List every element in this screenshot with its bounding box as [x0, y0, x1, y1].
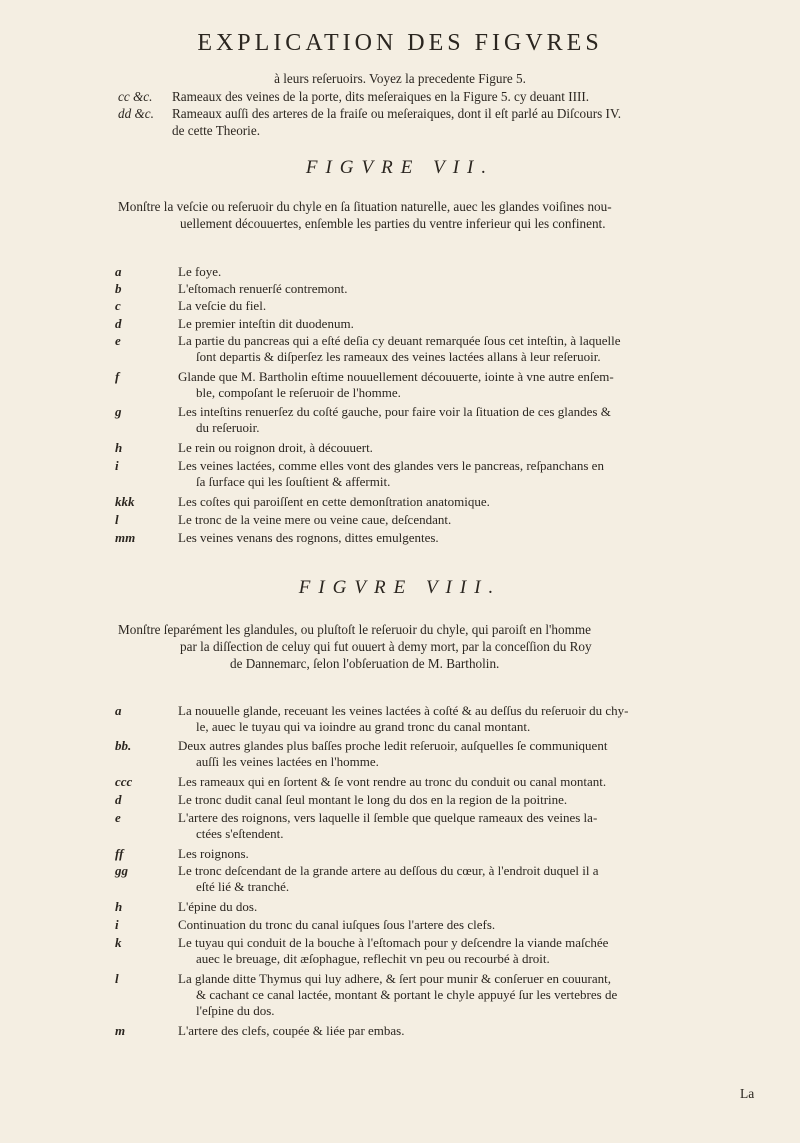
- figure-7-entry-text: Le foye.: [178, 264, 222, 279]
- figure-7-entry-text: Le rein ou roignon droit, à découuert.: [178, 440, 373, 455]
- figure-7-entry-text: Le tronc de la veine mere ou veine caue, deſcendant.: [178, 512, 452, 527]
- figure-8-entry-key: i: [115, 917, 119, 932]
- intro-key-dd: dd &c.: [118, 106, 154, 121]
- figure-8-entry-text: L'artere des clefs, coupée & liée par embas.: [178, 1023, 405, 1038]
- figure-7-title: FIGVRE VII.: [305, 157, 495, 178]
- figure-8-entry-text: La glande ditte Thymus qui luy adhere, & ſert pour munir & conſeruer en couurant,: [178, 971, 611, 986]
- figure-8-entry-text: le, auec le tuyau qui va ioindre au grand tronc du canal montant.: [196, 719, 531, 734]
- figure-8-entry-text: Deux autres glandes plus baſſes proche ledit reſeruoir, auſquelles ſe communiquent: [178, 738, 608, 753]
- figure-8-entry-key: d: [115, 792, 122, 807]
- catchword: La: [740, 1086, 755, 1101]
- figure-8-entry: [115, 792, 678, 808]
- figure-7-entry-text: Les coſtes qui paroiſſent en cette demonſtration anatomique.: [178, 494, 490, 509]
- figure-8-entry-text: Le tronc dudit canal ſeul montant le long du dos en la region de la poitrine.: [178, 792, 568, 807]
- figure-7-entry: [115, 264, 678, 280]
- figure-7-entry-key: c: [115, 298, 121, 313]
- figure-8-desc-line-2: par la diſſection de celuy qui fut ouuert à demy mort, par la conceſſion du Roy: [180, 639, 592, 654]
- figure-8-entry-text: eſté lié & tranché.: [196, 879, 290, 894]
- figure-8-entry-key: m: [115, 1023, 126, 1038]
- figure-8-entry-key: ff: [115, 846, 124, 861]
- figure-8-entry-text: L'épine du dos.: [178, 899, 258, 914]
- figure-7-entry-key: d: [115, 316, 122, 331]
- figure-8-entry-text: Les rameaux qui en ſortent & ſe vont rendre au tronc du conduit ou canal montant.: [178, 774, 607, 789]
- figure-8-desc-line-1: Monſtre ſeparément les glandules, ou pluſtoſt le reſeruoir du chyle, qui paroiſt en l'homme: [118, 622, 591, 637]
- figure-7-entry-key: l: [115, 512, 119, 527]
- figure-8-entry-text: Le tronc deſcendant de la grande artere au deſſous du cœur, à l'endroit duquel il a: [178, 863, 599, 878]
- figure-7-entry-text: ble, compoſant le reſeruoir de l'homme.: [196, 385, 401, 400]
- figure-8-entry: [115, 917, 678, 933]
- figure-7-entry-text: L'eſtomach renuerſé contremont.: [178, 281, 348, 296]
- figure-7-entry-key: b: [115, 281, 122, 296]
- intro-text-dd-cont: de cette Theorie.: [172, 123, 260, 138]
- figure-7-entry-key: i: [115, 458, 119, 473]
- figure-7-entry-key: kkk: [115, 494, 135, 509]
- figure-7-entry-text: Glande que M. Bartholin eſtime nouuellement découuerte, iointe à vne autre enſem-: [178, 369, 614, 384]
- figure-8-entry: [115, 738, 678, 770]
- figure-8-entry-key: h: [115, 899, 123, 914]
- figure-8-entry: [115, 863, 678, 895]
- figure-7-entry: [115, 404, 678, 436]
- figure-8-entry: [115, 971, 678, 1019]
- figure-8-entry-key: bb.: [115, 738, 132, 753]
- figure-8-desc-line-3: de Dannemarc, ſelon l'obſeruation de M. Bartholin.: [230, 656, 500, 671]
- figure-7-entry: [115, 440, 678, 456]
- figure-7-entry-key: mm: [115, 530, 136, 545]
- figure-8-entry-text: Le tuyau qui conduit de la bouche à l'eſtomach pour y deſcendre la viande maſchée: [178, 935, 609, 950]
- figure-7-entry-text: ſont departis & diſperſez les rameaux des veines lactées allans à leur reſeruoir.: [196, 349, 601, 364]
- figure-7-entry: [115, 316, 678, 332]
- figure-7-entry-key: f: [115, 369, 120, 384]
- intro-text-dd: Rameaux auſſi des arteres de la fraiſe ou meſeraiques, dont il eſt parlé au Diſcours IV.: [172, 106, 622, 121]
- figure-7-entry: [115, 298, 678, 314]
- figure-8-entry-key: e: [115, 810, 121, 825]
- figure-8-entry: [115, 774, 678, 790]
- intro-line: à leurs reſeruoirs. Voyez la precedente Figure 5.: [274, 71, 526, 86]
- figure-7-entry: [115, 281, 678, 297]
- figure-8-entry: [115, 935, 678, 967]
- figure-7-desc-line-2: uellement découuertes, enſemble les parties du ventre inferieur qui les confinent.: [180, 216, 606, 231]
- figure-7-entry-key: g: [115, 404, 122, 419]
- figure-8-entry-text: auec le breuage, dit æſophague, reflechit vn peu ou recourbé à droit.: [196, 951, 550, 966]
- figure-7-entry: [115, 369, 678, 401]
- figure-7-entry-text: Le premier inteſtin dit duodenum.: [178, 316, 354, 331]
- figure-7-entry: [115, 333, 678, 365]
- figure-7-entry-key: a: [115, 264, 122, 279]
- figure-8-entry-text: L'artere des roignons, vers laquelle il ſemble que quelque rameaux des veines la-: [178, 810, 598, 825]
- figure-7-entry-text: ſa ſurface qui les ſouſtient & affermit.: [196, 474, 391, 489]
- figure-8-entry-text: ctées s'eſtendent.: [196, 826, 284, 841]
- figure-7-entry-text: La partie du pancreas qui a eſté deſia cy deuant remarquée ſous cet inteſtin, à laquelle: [178, 333, 621, 348]
- figure-7-entry-key: h: [115, 440, 123, 455]
- figure-8-entry: [115, 1023, 678, 1039]
- figure-8-entry: [115, 703, 678, 735]
- figure-8-entry-key: l: [115, 971, 119, 986]
- figure-8-entry-text: & cachant ce canal lactée, montant & portant le chyle appuyé ſur les vertebres de: [196, 987, 618, 1002]
- figure-7-entry-text: du reſeruoir.: [196, 420, 260, 435]
- figure-7-desc-line-1: Monſtre la veſcie ou reſeruoir du chyle en ſa ſituation naturelle, auec les glandes voiſines nou-: [118, 199, 612, 214]
- figure-8-entry: [115, 846, 678, 862]
- figure-7-entry-text: Les veines lactées, comme elles vont des glandes vers le pancreas, reſpanchans en: [178, 458, 604, 473]
- figure-7-entry-text: Les inteſtins renuerſez du coſté gauche, pour faire voir la ſituation de ces glandes &: [178, 404, 611, 419]
- figure-8-entry-text: La nouuelle glande, receuant les veines lactées à coſté & au deſſus du reſeruoir du chy-: [178, 703, 629, 718]
- intro-key-cc: cc &c.: [118, 89, 153, 104]
- figure-8-entry-key: gg: [115, 863, 128, 878]
- figure-8-entry-key: a: [115, 703, 122, 718]
- figure-8-entry: [115, 899, 678, 915]
- figure-7-entry-text: Les veines venans des rognons, dittes emulgentes.: [178, 530, 439, 545]
- figure-7-entry: [115, 458, 678, 490]
- intro-text-cc: Rameaux des veines de la porte, dits meſeraiques en la Figure 5. cy deuant IIII.: [172, 89, 590, 104]
- figure-8-entry-key: k: [115, 935, 122, 950]
- figure-7-entry-text: La veſcie du fiel.: [178, 298, 267, 313]
- figure-8-entry: [115, 810, 678, 842]
- figure-8-title: FIGVRE VIII.: [298, 577, 502, 598]
- figure-7-entry: [115, 494, 678, 510]
- figure-8-entry-text: auſſi les veines lactées en l'homme.: [196, 754, 379, 769]
- figure-7-entry: [115, 530, 678, 546]
- figure-7-entry-key: e: [115, 333, 121, 348]
- figure-8-entry-text: Les roignons.: [178, 846, 249, 861]
- figure-8-entry-text: l'eſpine du dos.: [196, 1003, 275, 1018]
- figure-8-entry-text: Continuation du tronc du canal iuſques ſous l'artere des clefs.: [178, 917, 496, 932]
- page-header: EXPLICATION DES FIGVRES: [197, 30, 603, 56]
- figure-7-entry: [115, 512, 678, 528]
- figure-8-entry-key: ccc: [115, 774, 133, 789]
